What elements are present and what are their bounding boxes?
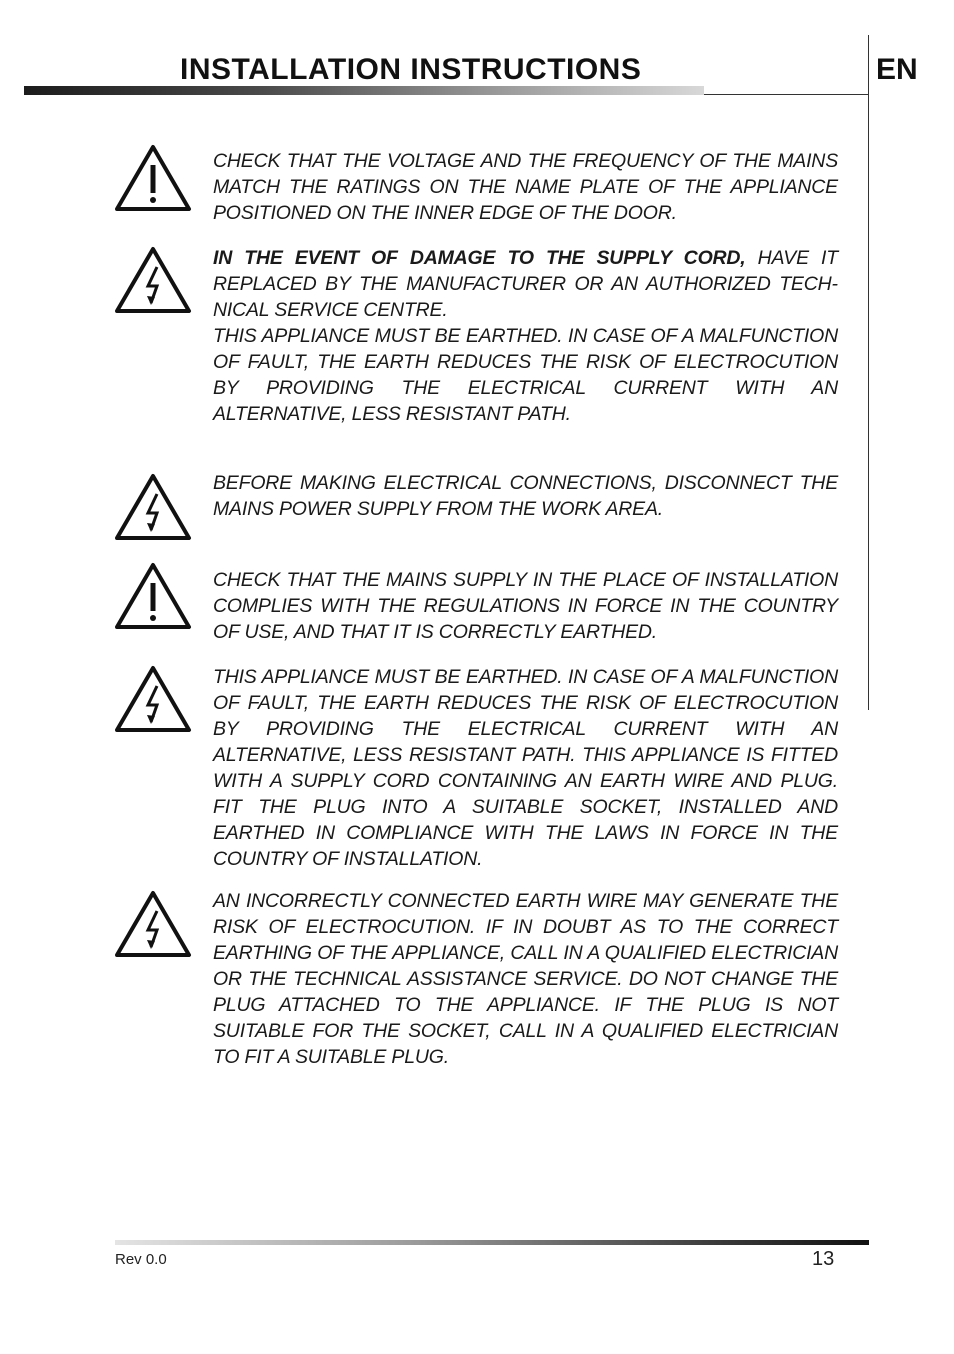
footer-bar <box>115 1240 869 1245</box>
electric-hazard-icon <box>114 472 192 542</box>
notice-text: THIS APPLIANCE MUST BE EARTHED. IN CASE OF A MALFUNCTION OF FAULT, THE EARTH REDUCES THE RISK OF ELECTROCUTION BY PROVIDING THE ELECTRICAL CURRENT WITH AN ALTERNATIVE, LESS RESISTANT PATH. THIS APPLIANCE IS FITTED WITH A SUPPLY CORD CONTAINING AN EARTH WIRE AND PLUG. FIT THE PLUG INTO A SUITABLE SOCKET, INSTALLED AND EARTHED IN COMPLIANCE WITH THE LAWS IN FORCE IN THE COUNTRY OF INSTALLATION. <box>213 666 838 870</box>
warning-exclamation-icon <box>114 561 192 631</box>
notice-text: CHECK THAT THE VOLTAGE AND THE FREQUENCY OF THE MAINS MATCH THE RATINGS ON THE NAME PLATE OF THE APPLIANCE POSITIONED ON THE INNER EDGE OF THE DOOR. <box>213 150 838 224</box>
notice-text: AN INCORRECTLY CONNECTED EARTH WIRE MAY GENERATE THE RISK OF ELECTROCUTION. IF IN DOUBT AS TO THE CORRECT EARTHING OF THE APPLIANCE, CALL IN A QUALIFIED ELECTRICIAN OR THE TECHNICAL ASSISTANCE SERVICE. DO NOT CHANGE THE PLUG ATTACHED TO THE APPLIANCE. IF THE PLUG IS NOT SUITABLE FOR THE SOCKET, CALL IN A QUALIFIED ELECTRICIAN TO FIT A SUITABLE PLUG. <box>213 890 838 1068</box>
page-title: INSTALLATION INSTRUCTIONS <box>180 53 642 86</box>
notice-text-part: HAVE IT REPLACED BY THE MANUFACTURER OR AN AUTHORIZED TECHNICAL SERVICE CENTRE. <box>213 247 838 321</box>
margin-divider <box>868 35 869 710</box>
electric-hazard-icon <box>114 245 192 315</box>
header-divider <box>704 94 869 95</box>
language-code: EN <box>876 53 918 86</box>
notice-text-part: THIS APPLIANCE MUST BE EARTHED. IN CASE OF A MALFUNCTION OF FAULT, THE EARTH REDUCES THE RISK OF ELECTROCUTION BY PROVIDING THE ELECTRICAL CURRENT WITH AN ALTERNATIVE, LESS RESISTANT PATH. <box>213 325 838 425</box>
page-number: 13 <box>812 1248 835 1270</box>
header-bar <box>24 86 704 95</box>
notice-text: CHECK THAT THE MAINS SUPPLY IN THE PLACE OF INSTALLATION COMPLIES WITH THE REGULATIONS IN FORCE IN THE COUNTRY OF USE, AND THAT IT IS CORRECTLY EARTHED. <box>213 569 838 643</box>
notice-text: BEFORE MAKING ELECTRICAL CONNECTIONS, DISCONNECT THE MAINS POWER SUPPLY FROM THE WORK AREA. <box>213 472 838 520</box>
notice-emphasis: IN THE EVENT OF DAMAGE TO THE SUPPLY CORD, <box>213 247 746 269</box>
electric-hazard-icon <box>114 664 192 734</box>
notice-text <box>213 245 838 427</box>
electric-hazard-icon <box>114 889 192 959</box>
revision-label: Rev 0.0 <box>115 1251 167 1268</box>
warning-exclamation-icon <box>114 143 192 213</box>
